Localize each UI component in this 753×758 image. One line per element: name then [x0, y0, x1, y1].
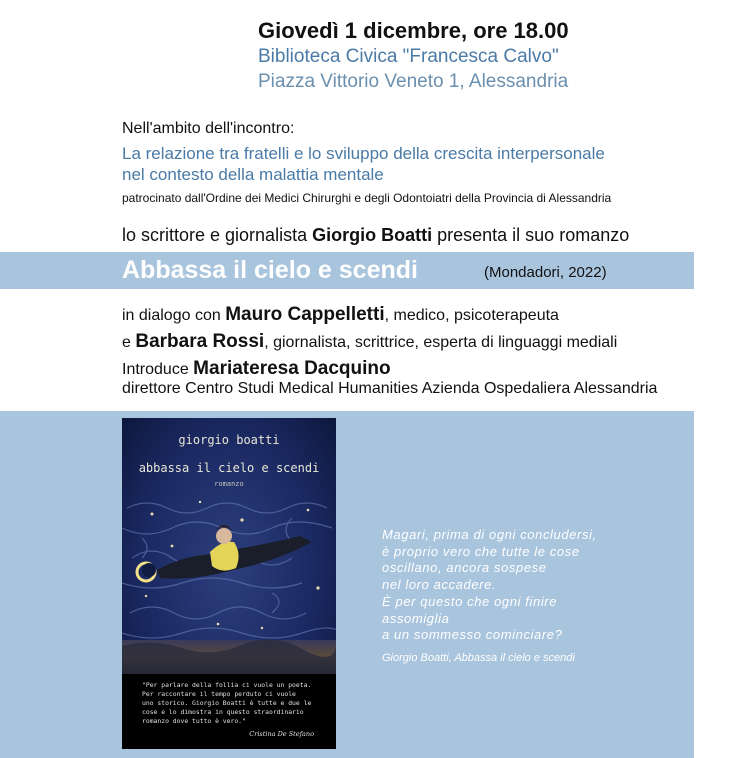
- quote-block: [382, 527, 682, 644]
- quote-line: È per questo che ogni finire: [382, 593, 558, 609]
- cover-title: abbassa il cielo e scendi: [138, 461, 320, 475]
- author-name: Giorgio Boatti: [312, 225, 433, 245]
- dialog-prefix: in dialogo con: [122, 307, 221, 324]
- context-intro: Nell'ambito dell'incontro:: [122, 120, 295, 137]
- presentation-prefix: lo scrittore e giornalista: [122, 225, 308, 245]
- speaker2-role: , giornalista, scrittrice, esperta di linguaggi mediali: [264, 334, 618, 351]
- cover-blurb-signature: Cristina De Stefano: [249, 730, 314, 738]
- cover-blurb: [142, 681, 322, 726]
- book-cover: [122, 418, 336, 749]
- quote-line: assomiglia: [382, 610, 450, 626]
- introducer-prefix: Introduce: [122, 361, 189, 378]
- introducer-role: direttore Centro Studi Medical Humanities Azienda Ospedaliera Alessandria: [122, 380, 658, 397]
- cover-blurb-line: Per raccontare il tempo perduto ci vuole: [142, 690, 296, 698]
- cover-subtitle: romanzo: [214, 480, 244, 488]
- cover-blurb-line: cose e lo dimostra in questo straordinario: [142, 708, 304, 716]
- quote-signature: Giorgio Boatti, Abbassa il cielo e scendi: [382, 652, 575, 664]
- cover-author: giorgio boatti: [178, 433, 280, 447]
- quote-line: oscillano, ancora sospese: [382, 560, 547, 576]
- event-date: Giovedì 1 dicembre, ore 18.00: [258, 18, 569, 43]
- quote-line: Magari, prima di ogni concludersi,: [382, 527, 597, 542]
- introducer-name: Mariateresa Dacquino: [193, 358, 391, 379]
- venue-name: Biblioteca Civica "Francesca Calvo": [258, 46, 559, 67]
- topic-line-1: La relazione tra fratelli e lo sviluppo della crescita interpersonale: [122, 144, 605, 163]
- introducer-line: [122, 358, 391, 380]
- cover-blurb-line: "Per parlare della follia ci vuole un poeta.: [142, 681, 312, 689]
- cover-blurb-line: romanzo dove tutto è vero.": [142, 717, 246, 725]
- speaker2-name: Barbara Rossi: [135, 331, 265, 352]
- speaker1-role: , medico, psicoterapeuta: [384, 307, 559, 324]
- book-title: Abbassa il cielo e scendi: [122, 256, 418, 284]
- patronage-text: patrocinato dall'Ordine dei Medici Chirurghi e degli Odontoiatri della Provincia di Alessandria: [122, 191, 612, 205]
- cover-blurb-line: uno storico. Giorgio Boatti è tutte e due le: [142, 699, 312, 707]
- speaker1-name: Mauro Cappelletti: [225, 304, 385, 325]
- quote-line: a un sommesso cominciare?: [382, 627, 563, 643]
- quote-line: è proprio vero che tutte le cose: [382, 543, 580, 559]
- speaker2-prefix: e: [122, 334, 131, 351]
- topic-line-2: nel contesto della malattia mentale: [122, 165, 384, 184]
- dialog-line: [122, 304, 559, 326]
- quote-line: nel loro accadere.: [382, 577, 497, 593]
- presentation-suffix: presenta il suo romanzo: [437, 225, 630, 245]
- speaker2-line: [122, 331, 617, 353]
- presentation-line: [122, 225, 629, 246]
- publisher: (Mondadori, 2022): [484, 264, 607, 281]
- venue-address: Piazza Vittorio Veneto 1, Alessandria: [258, 71, 569, 92]
